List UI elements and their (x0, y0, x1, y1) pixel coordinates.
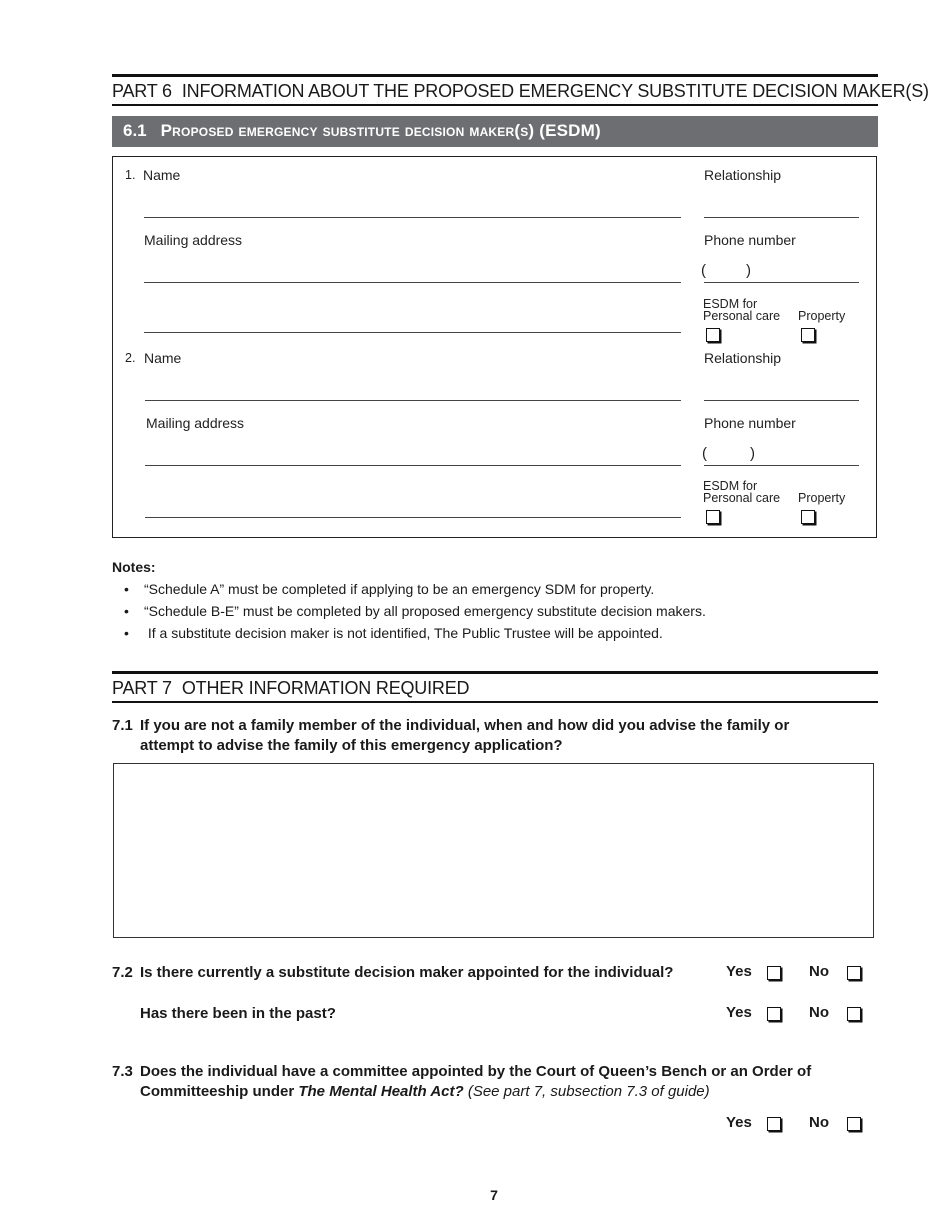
q73-act-name: The Mental Health Act? (298, 1083, 464, 1100)
esdm1-relationship-label: Relationship (704, 167, 782, 183)
esdm1-phone-paren-close: ) (746, 262, 751, 279)
q73-yes-label: Yes (726, 1114, 752, 1131)
esdm2-mailing-field-2[interactable] (145, 517, 681, 518)
esdm1-mailing-field-1[interactable] (144, 282, 681, 283)
esdm1-esdm-for-label: ESDM for (703, 297, 758, 311)
esdm1-name-field[interactable] (144, 217, 681, 218)
q72-past-yes-checkbox[interactable] (767, 1007, 781, 1021)
question-7-2-past (112, 1004, 712, 1026)
note-bullet: • (124, 603, 129, 619)
esdm1-mailing-field-2[interactable] (144, 332, 681, 333)
esdm2-property-checkbox[interactable] (801, 510, 815, 524)
q72-past-no-label: No (809, 1004, 829, 1021)
esdm2-phone-paren-close: ) (750, 445, 755, 462)
q72-no-label: No (809, 963, 829, 980)
part6-number: PART 6 (112, 81, 172, 101)
q73-number: 7.3 (112, 1063, 133, 1080)
note-item (124, 625, 663, 641)
notes-title: Notes: (112, 559, 156, 575)
esdm-form-box (112, 156, 877, 538)
esdm2-name-field[interactable] (145, 400, 681, 401)
note-text: “Schedule B-E” must be completed by all proposed emergency substitute decision makers. (144, 603, 706, 619)
section-6-1-header (112, 116, 878, 147)
esdm2-property-label: Property (798, 491, 846, 505)
part7-heading (112, 671, 878, 703)
question-7-3 (112, 1062, 872, 1104)
q71-number: 7.1 (112, 717, 133, 734)
esdm2-phone-paren-open: ( (702, 445, 707, 462)
section-6-1-number: 6.1 (123, 121, 147, 140)
q72-yes-label: Yes (726, 963, 752, 980)
note-item (124, 603, 706, 619)
part7-number: PART 7 (112, 678, 172, 698)
part6-title: INFORMATION ABOUT THE PROPOSED EMERGENCY SUBSTITUTE DECISION MAKER(S) (181, 81, 929, 101)
esdm2-phone-label: Phone number (704, 415, 796, 431)
q71-line2: attempt to advise the family of this emergency application? (140, 737, 563, 754)
note-item (124, 581, 654, 597)
section-6-1-title: Proposed emergency substitute decision maker(s) (ESDM) (160, 121, 601, 140)
esdm2-relationship-field[interactable] (704, 400, 859, 401)
esdm2-phone-field[interactable] (704, 465, 859, 466)
note-bullet: • (124, 625, 129, 641)
esdm1-property-checkbox[interactable] (801, 328, 815, 342)
esdm1-property-label: Property (798, 309, 846, 323)
q71-line1: If you are not a family member of the individual, when and how did you advise the family or (140, 717, 790, 734)
part7-title: OTHER INFORMATION REQUIRED (181, 678, 470, 698)
q73-yes-checkbox[interactable] (767, 1117, 781, 1131)
question-7-1 (112, 716, 872, 758)
esdm2-relationship-label: Relationship (704, 350, 782, 366)
q72-text: Is there currently a substitute decision maker appointed for the individual? (140, 964, 674, 981)
esdm1-phone-paren-open: ( (701, 262, 706, 279)
q72-no-checkbox[interactable] (847, 966, 861, 980)
q73-line2 (140, 1082, 710, 1102)
q71-answer-box[interactable] (113, 763, 874, 938)
esdm1-personal-care-checkbox[interactable] (706, 328, 720, 342)
esdm2-personal-care-checkbox[interactable] (706, 510, 720, 524)
esdm2-mailing-field-1[interactable] (145, 465, 681, 466)
q72-past-text: Has there been in the past? (140, 1005, 336, 1022)
esdm1-phone-field[interactable] (704, 282, 859, 283)
esdm2-esdm-for-label: ESDM for (703, 479, 758, 493)
q72-past-yes-label: Yes (726, 1004, 752, 1021)
q72-number: 7.2 (112, 964, 133, 981)
esdm2-number: 2. (125, 351, 136, 365)
esdm1-relationship-field[interactable] (704, 217, 859, 218)
part6-heading (112, 74, 929, 106)
q73-no-label: No (809, 1114, 829, 1131)
esdm1-phone-label: Phone number (704, 232, 796, 248)
note-bullet: • (124, 581, 129, 597)
esdm1-personal-care-label: Personal care (703, 309, 781, 323)
esdm2-mailing-label: Mailing address (146, 415, 245, 431)
esdm1-name-label: Name (143, 167, 181, 183)
q72-yes-checkbox[interactable] (767, 966, 781, 980)
note-text: “Schedule A” must be completed if applying to be an emergency SDM for property. (144, 581, 655, 597)
q73-no-checkbox[interactable] (847, 1117, 861, 1131)
page-number: 7 (490, 1187, 498, 1203)
q73-line2-prefix: Committeeship under (140, 1083, 299, 1100)
q73-line1: Does the individual have a committee appointed by the Court of Queen’s Bench or an Order of (140, 1063, 812, 1080)
esdm1-number: 1. (125, 168, 136, 182)
question-7-2 (112, 963, 712, 985)
esdm2-name-label: Name (144, 350, 182, 366)
esdm1-mailing-label: Mailing address (144, 232, 243, 248)
note-text: If a substitute decision maker is not identified, The Public Trustee will be appointed. (144, 625, 663, 641)
q73-guide-ref: (See part 7, subsection 7.3 of guide) (463, 1083, 710, 1100)
q72-past-no-checkbox[interactable] (847, 1007, 861, 1021)
esdm2-personal-care-label: Personal care (703, 491, 781, 505)
